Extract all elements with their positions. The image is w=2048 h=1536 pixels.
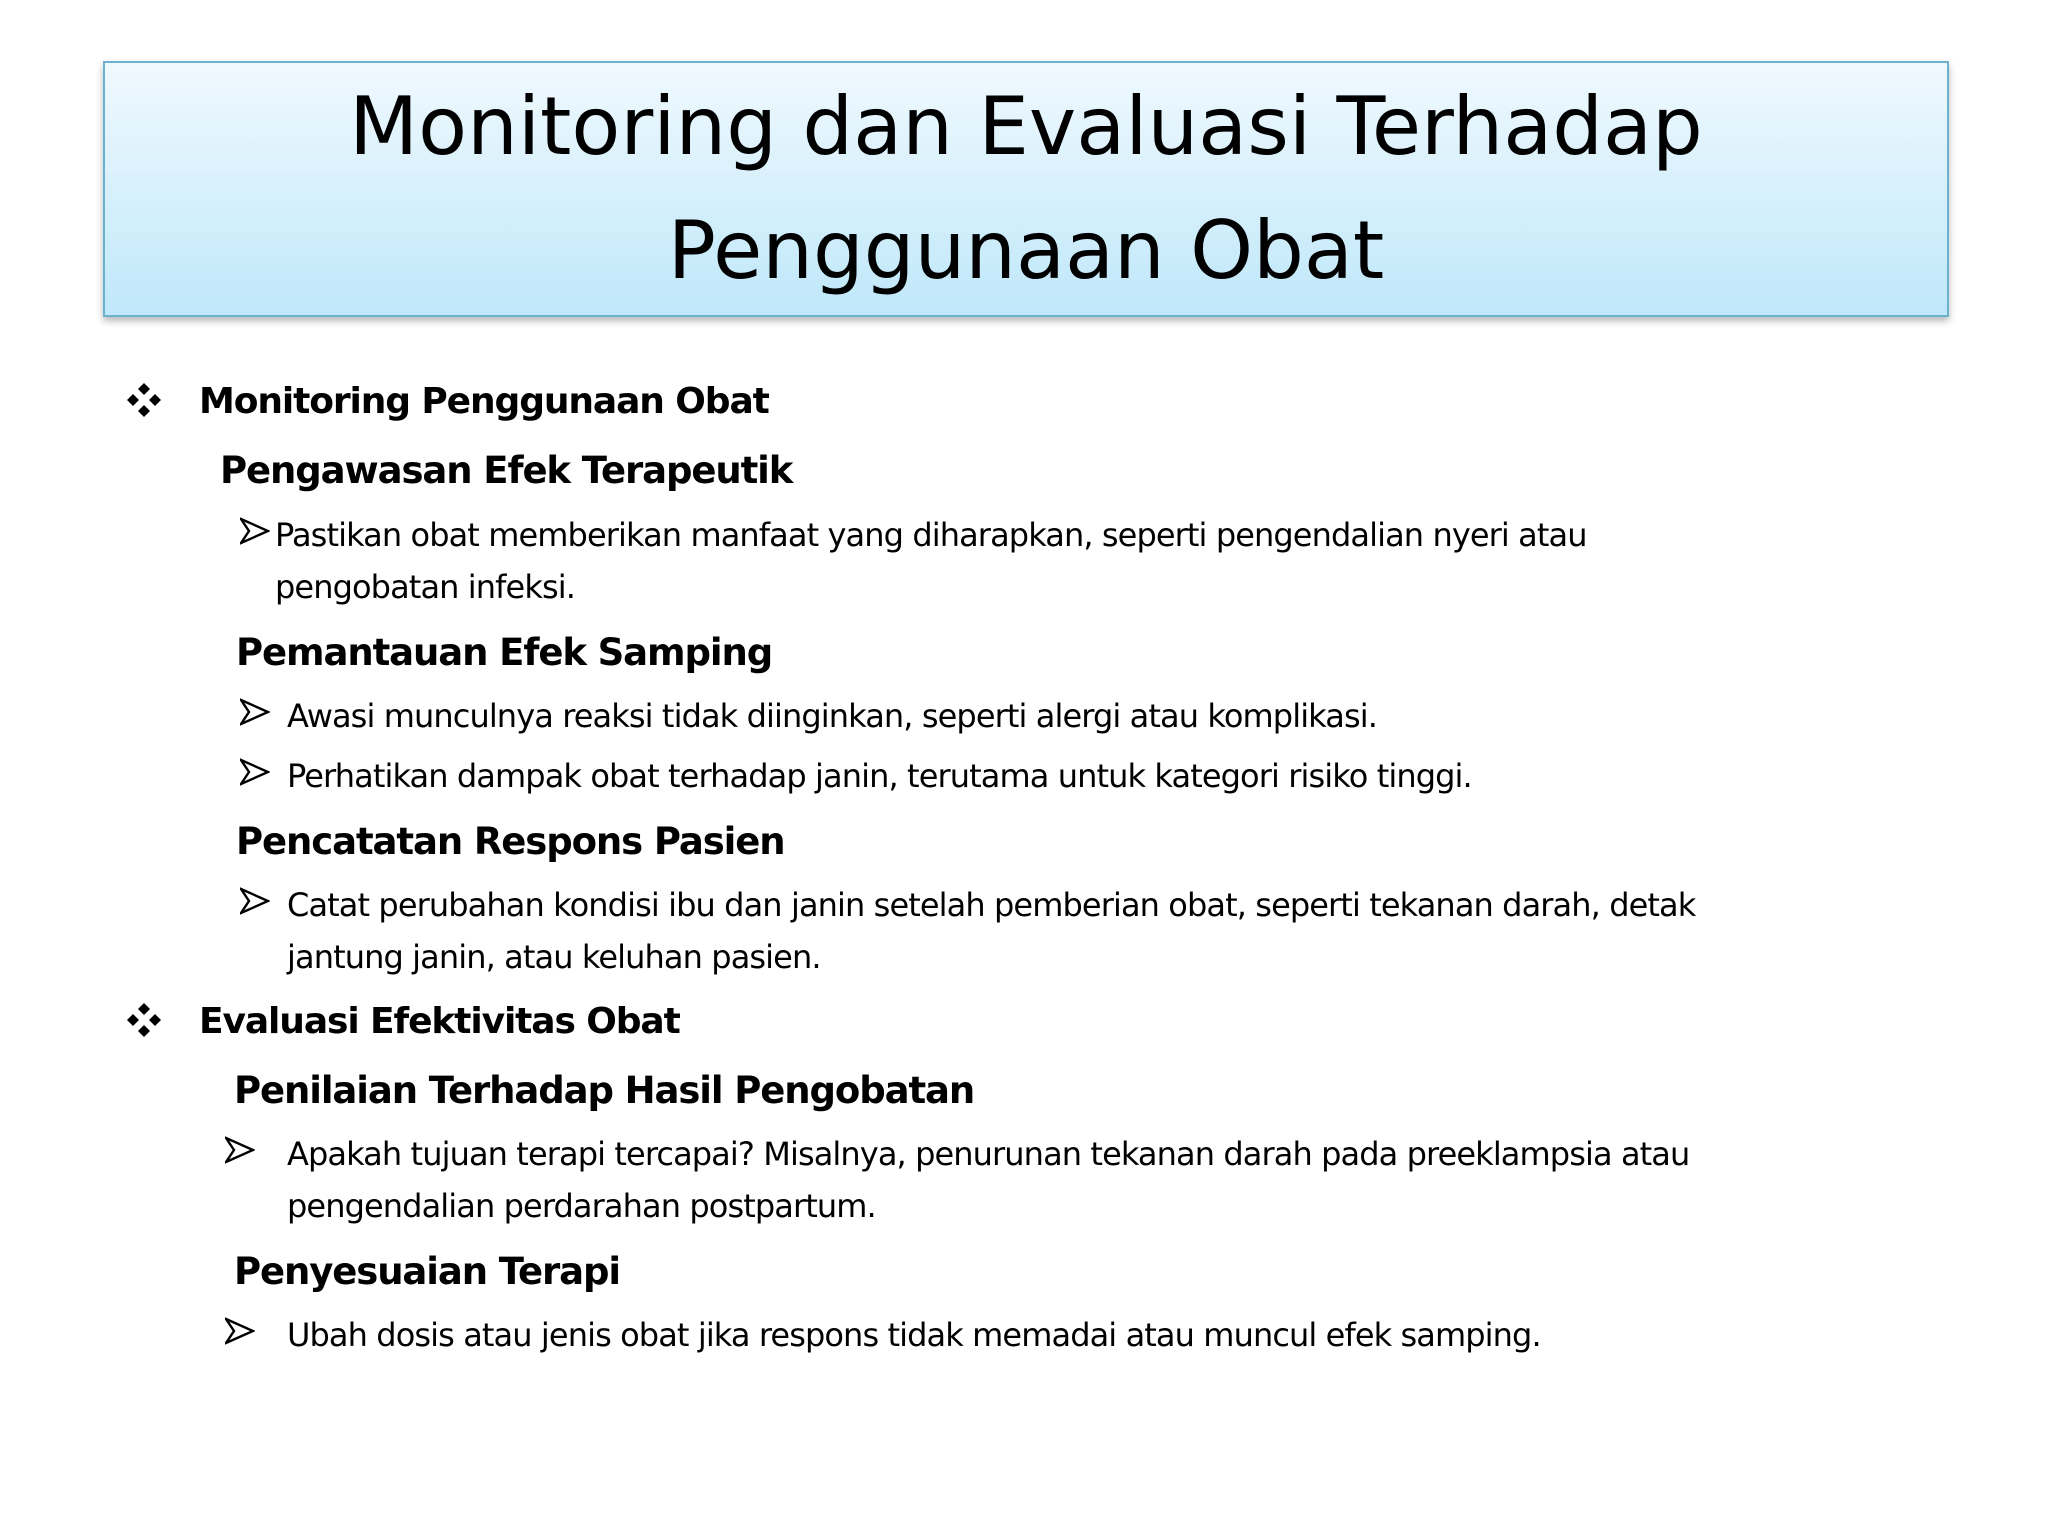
slide-title-line-1: Monitoring dan Evaluasi Terhadap (349, 80, 1703, 173)
bullet-text: Pastikan obat memberikan manfaat yang diharapkan, seperti pengendalian nyeri atau (275, 516, 1587, 554)
bullet-text: Awasi munculnya reaksi tidak diinginkan, seperti alergi atau komplikasi. (287, 697, 1377, 735)
subsection-heading-pengawasan: Pengawasan Efek Terapeutik (220, 449, 793, 492)
subsection-heading-pencatatan: Pencatatan Respons Pasien (236, 820, 785, 863)
arrow-bullet-icon (240, 758, 270, 786)
diamond-bullet-icon (125, 1001, 163, 1039)
bullet-text-continued: jantung janin, atau keluhan pasien. (287, 938, 821, 976)
bullet-text-continued: pengendalian perdarahan postpartum. (287, 1187, 876, 1225)
slide-title (276, 65, 1776, 313)
arrow-bullet-icon (225, 1136, 255, 1164)
arrow-bullet-icon (225, 1317, 255, 1345)
arrow-bullet-icon (240, 698, 270, 726)
subsection-heading-penilaian: Penilaian Terhadap Hasil Pengobatan (234, 1069, 975, 1112)
bullet-text: Ubah dosis atau jenis obat jika respons tidak memadai atau muncul efek samping. (287, 1316, 1541, 1354)
subsection-heading-pemantauan: Pemantauan Efek Samping (236, 631, 773, 674)
arrow-bullet-icon (240, 887, 270, 915)
subsection-heading-penyesuaian: Penyesuaian Terapi (234, 1250, 620, 1293)
diamond-bullet-icon (125, 381, 163, 419)
arrow-bullet-icon (240, 517, 270, 545)
bullet-text: Catat perubahan kondisi ibu dan janin setelah pemberian obat, seperti tekanan darah, detak (287, 886, 1696, 924)
section-heading-monitoring: Monitoring Penggunaan Obat (199, 381, 769, 422)
title-banner (103, 61, 1949, 317)
bullet-text: Perhatikan dampak obat terhadap janin, terutama untuk kategori risiko tinggi. (287, 757, 1472, 795)
bullet-text-continued: pengobatan infeksi. (275, 568, 575, 606)
bullet-text: Apakah tujuan terapi tercapai? Misalnya, penurunan tekanan darah pada preeklampsia atau (287, 1135, 1690, 1173)
section-heading-evaluasi: Evaluasi Efektivitas Obat (199, 1001, 680, 1042)
slide-title-line-2: Penggunaan Obat (667, 204, 1385, 297)
